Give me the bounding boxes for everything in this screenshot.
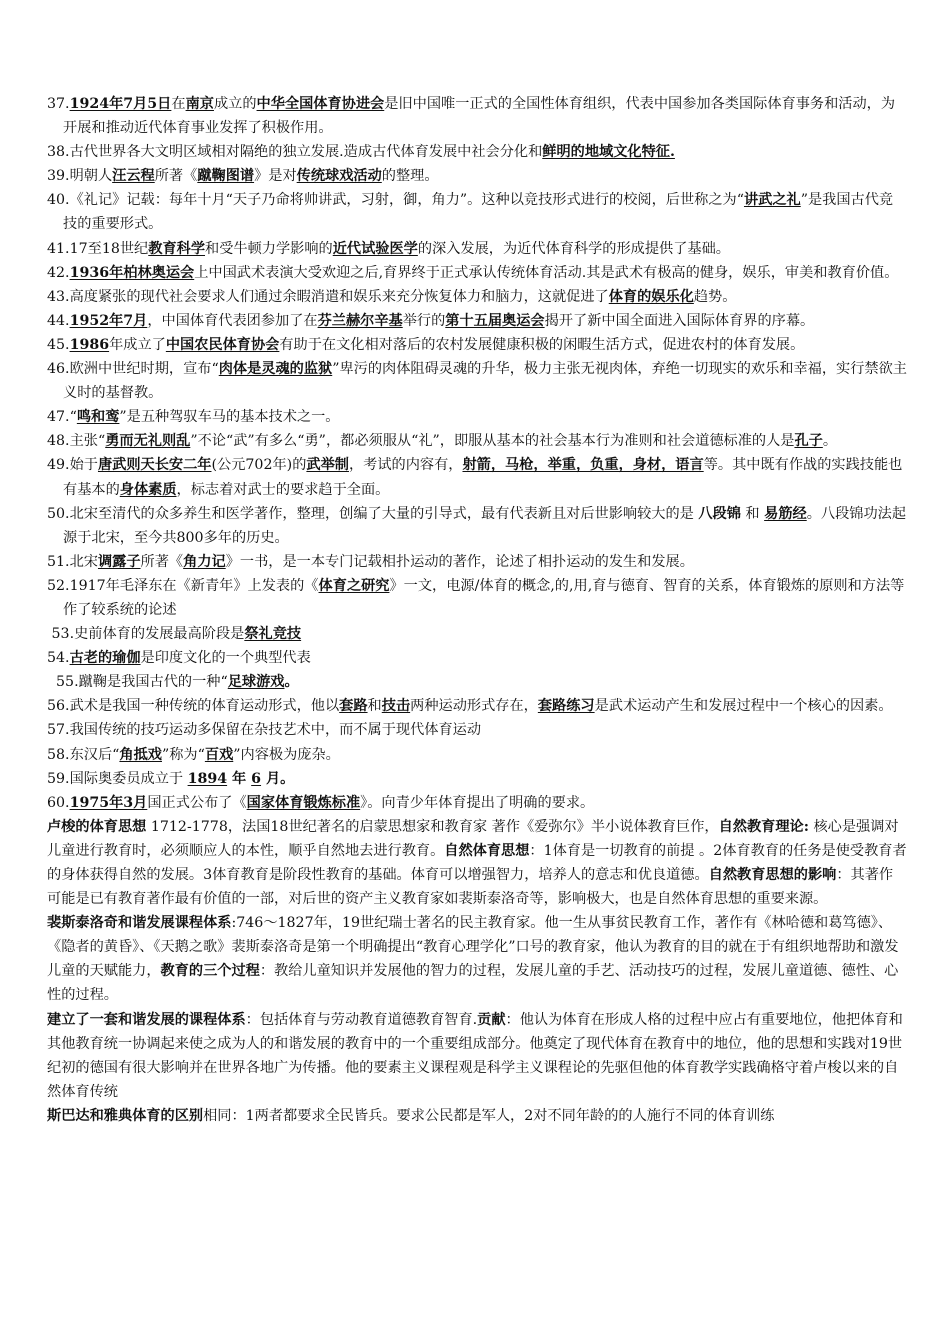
key-term: 古老的瑜伽 xyxy=(69,650,141,667)
essay-paragraph xyxy=(47,815,907,911)
text-run: 和 xyxy=(367,698,382,715)
list-item xyxy=(47,694,907,718)
bold-text: 建立了一套和谐发展的课程体系 xyxy=(47,1011,246,1028)
text-run: 的整理。 xyxy=(381,168,439,185)
key-term: 体育之研究 xyxy=(318,577,390,594)
text-run: ”卑污的肉体阻碍灵魂的升华，极力主张无视肉体，弃绝一切现实的欢乐和幸福，实行禁欲主义时的基督教。 xyxy=(63,361,907,402)
key-term: 武举制 xyxy=(306,457,349,474)
list-item xyxy=(47,140,907,164)
text-run: ，中国体育代表团参加了在 xyxy=(147,312,318,329)
list-item xyxy=(47,574,907,622)
text-run: 是武术运动产生和发展过程中一个核心的因素。 xyxy=(594,698,893,715)
item-number: 55. xyxy=(47,674,79,691)
essay-paragraph xyxy=(47,911,907,1007)
text-run: (公元702年)的 xyxy=(211,457,307,474)
text-run: 。 xyxy=(822,433,838,450)
key-term: 勇而无礼则乱 xyxy=(105,433,191,450)
text-run: 是旧中国唯一正式的全国性体育组织，代表中国参加各类国际体育事务和活动，为开展和推动近代体育事业发挥了积极作用。 xyxy=(63,96,896,137)
key-term: 鸣和鸾 xyxy=(76,409,120,426)
key-term: 1952年7月 xyxy=(69,312,148,329)
text-run: 《礼记》记载：每年十月“天子乃命将帅讲武，习射，御，角力”。这种以竞技形式进行的校阅，后世称之为“ xyxy=(69,192,744,209)
key-term: 蹴鞠图谱 xyxy=(197,168,255,185)
text-run: 1712-1778，法国18世纪著名的启蒙思想家和教育家 著作《爱弥尔》半小说体教育巨作， xyxy=(146,818,719,835)
key-term: 角抵戏 xyxy=(119,746,162,763)
text-run: 》一文，电源/体育的概念,的,用,育与德育、智育的关系，体育锻炼的原则和方法等作了较系统的论述 xyxy=(63,577,905,618)
text-run: 揭开了新中国全面进入国际体育界的序幕。 xyxy=(544,312,815,329)
bold-text: 年 xyxy=(227,770,252,787)
key-term: 套路练习 xyxy=(537,698,595,715)
text-run: 国际奥委员成立于 xyxy=(69,770,188,787)
list-item xyxy=(47,429,907,453)
item-number: 41. xyxy=(47,240,70,257)
bold-text: 自然体育思想 xyxy=(444,842,530,859)
key-term: 1936年柏林奥运会 xyxy=(69,264,195,281)
text-run: 明朝人 xyxy=(69,168,113,185)
text-run: 主张“ xyxy=(69,433,106,450)
item-number: 56. xyxy=(47,698,70,715)
bold-text: 卢梭的体育思想 xyxy=(47,818,147,835)
text-run: “ xyxy=(69,409,77,426)
key-term: 身体素质 xyxy=(119,481,177,498)
text-run: ”内容极为庞杂。 xyxy=(233,746,340,763)
list-item xyxy=(47,502,907,550)
essay-paragraph xyxy=(47,1104,907,1128)
item-number: 51. xyxy=(47,553,70,570)
text-run: 》是对 xyxy=(254,168,297,185)
item-number: 49. xyxy=(47,457,70,474)
list-item xyxy=(47,285,907,309)
text-run: 相同：1两者都要求全民皆兵。要求公民都是军人，2对不同年龄的的人施行不同的体育训练 xyxy=(203,1107,775,1124)
bold-text: 教育的三个过程 xyxy=(160,963,260,980)
item-number: 44. xyxy=(47,312,70,329)
list-item xyxy=(47,333,907,357)
item-number: 47. xyxy=(47,409,70,426)
essay-section xyxy=(47,815,907,1128)
text-run: 》一书，是一本专门记载相扑运动的著作，论述了相扑运动的发生和发展。 xyxy=(225,553,694,570)
key-term: 孔子 xyxy=(794,433,823,450)
key-term: 1894 xyxy=(187,770,228,787)
key-term: 调露子 xyxy=(97,553,141,570)
bold-text: 斯巴达和雅典体育的区别 xyxy=(47,1107,204,1124)
key-term: 6 xyxy=(251,770,262,787)
key-term: 鲜明的地域文化特征. xyxy=(542,144,675,161)
text-run: 古代世界各大文明区域相对隔绝的独立发展.造成古代体育发展中社会分化和 xyxy=(69,144,543,161)
text-run: 所著《 xyxy=(154,168,198,185)
key-term: 祭礼竞技 xyxy=(244,626,302,643)
key-term: 唐武则天长安二年 xyxy=(97,457,212,474)
text-run: 始于 xyxy=(69,457,98,474)
text-run: 蹴鞠是我国古代的一种“ xyxy=(78,674,228,691)
key-term: 第十五届奥运会 xyxy=(445,312,545,329)
key-term: 近代试验医学 xyxy=(332,240,418,257)
item-number: 46. xyxy=(47,361,70,378)
text-run: :746～1827年，19世纪瑞士著名的民主教育家。他一生从事贫民教育工作，著作有《林哈德和葛笃德》、《隐者的黄昏》、《天鹅之歌》裴斯泰洛奇是第一个明确提出“教育心理学化”口号的教育家，他认为教育的目的就在于有组织地帮助和激发儿童的天赋能力， xyxy=(47,915,899,980)
text-run: 在 xyxy=(171,96,186,112)
text-run: 年成立了 xyxy=(109,336,166,353)
text-run: 北宋至清代的众多养生和医学著作，整理，创编了大量的引导式，最有代表新且对后世影响较大的是 xyxy=(69,505,699,522)
bold-text: 月。 xyxy=(261,770,295,787)
text-run: 成立的 xyxy=(213,96,257,112)
key-term: 1986 xyxy=(69,336,110,353)
item-number: 43. xyxy=(47,288,70,305)
text-run: ”是我国古代竞技的重要形式。 xyxy=(63,192,894,233)
list-item xyxy=(47,646,907,670)
key-term: 中华全国体育协进会 xyxy=(256,96,385,112)
text-run: ：包括体育与劳动教育道德教育智育. xyxy=(245,1011,478,1028)
text-run: ：教给儿童知识并发展他的智力的过程，发展儿童的手艺、活动技巧的过程，发展儿童道德、德性、心性的过程。 xyxy=(47,963,899,1004)
text-run: 17至18世纪 xyxy=(69,240,149,257)
item-number: 37. xyxy=(47,96,70,112)
item-number: 48. xyxy=(47,433,70,450)
list-item xyxy=(47,767,907,791)
text-run: 等。其中既有作战的实践技能也有基本的 xyxy=(63,457,903,498)
bold-text: 八段锦 xyxy=(698,505,741,522)
key-term: 芬兰赫尔辛基 xyxy=(317,312,403,329)
text-run: 和 xyxy=(740,505,765,522)
item-number: 50. xyxy=(47,505,70,522)
text-run: 国正式公布了《 xyxy=(147,794,247,811)
essay-paragraph xyxy=(47,1008,907,1104)
text-run: ，标志着对武士的要求趋于全面。 xyxy=(176,481,390,498)
text-run: ”是五种驾驭车马的基本技术之一。 xyxy=(119,409,340,426)
key-term: 教育科学 xyxy=(148,240,206,257)
item-number: 42. xyxy=(47,264,70,281)
key-term: 体育的娱乐化 xyxy=(608,288,694,305)
list-item xyxy=(47,357,907,405)
text-run: ”称为“ xyxy=(161,746,205,763)
item-number: 52. xyxy=(47,577,70,594)
key-term: 1975年3月 xyxy=(69,794,148,811)
text-run: 核心是强调对儿童进行教育时，必须顺应人的本性，顺乎自然地去进行教育。 xyxy=(47,818,899,859)
text-run: 是印度文化的一个典型代表 xyxy=(140,650,311,667)
item-number: 60. xyxy=(47,794,70,811)
list-item xyxy=(47,718,907,742)
numbered-list xyxy=(47,92,907,815)
key-term: 南京 xyxy=(185,96,214,112)
list-item xyxy=(47,405,907,429)
text-run: 东汉后“ xyxy=(69,746,120,763)
list-item xyxy=(47,188,907,236)
text-run: 武术是我国一种传统的体育运动形式，他以 xyxy=(69,698,340,715)
text-run: 欧洲中世纪时期，宣布“ xyxy=(69,361,219,378)
text-run: ，考试的内容有， xyxy=(348,457,463,474)
text-run: ：他认为体育在形成人格的过程中应占有重要地位，他把体育和其他教育统一协调起来使之成为人的和谐发展的教育中的一个重要组成部分。他奠定了现代体育在教育中的地位，他的思想和实践对19世纪初的德国有很大影响并在世界各地广为传播。他的要素主义课程观是科学主义课程论的先驱但他的体育教学实践确格守着卢梭以来的自然体育传统 xyxy=(47,1011,903,1100)
key-term: 角力记 xyxy=(183,553,226,570)
item-number: 39. xyxy=(47,168,70,185)
item-number: 54. xyxy=(47,650,70,667)
item-number: 59. xyxy=(47,770,70,787)
bold-text: 贡献 xyxy=(477,1011,506,1028)
text-run: 》。向青少年体育提出了明确的要求。 xyxy=(360,794,595,811)
text-run: 趋势。 xyxy=(693,288,737,305)
text-run: 的深入发展，为近代体育科学的形成提供了基础。 xyxy=(417,240,730,257)
bold-text: 。 xyxy=(284,674,299,691)
key-term: 易筋经 xyxy=(764,505,807,522)
text-run: 1917年毛泽东在《新青年》上发表的《 xyxy=(69,577,319,594)
item-number: 57. xyxy=(47,722,70,739)
text-run: ：1体育是一切教育的前提 。2体育教育的任务是使受教育者的身体获得自然的发展。3体育教育是阶段性教育的基础。体育可以增强智力，培养人的意志和优良道德。 xyxy=(47,842,907,883)
list-item xyxy=(47,550,907,574)
text-run: 和受牛顿力学影响的 xyxy=(205,240,333,257)
list-item xyxy=(47,309,907,333)
list-item xyxy=(47,743,907,767)
list-item xyxy=(47,622,907,646)
key-term: 讲武之礼 xyxy=(743,192,801,209)
item-number: 38. xyxy=(47,144,70,161)
text-run: 北宋 xyxy=(69,553,98,570)
bold-text: 自然教育思想的影响 xyxy=(708,867,837,883)
key-term: 传统球戏活动 xyxy=(296,168,382,185)
text-run: ：其著作可能是已有教育著作最有价值的一部，对后世的资产主义教育家如裴斯泰洛奇等，影响极大，也是自然体育思想的重要来源。 xyxy=(47,867,894,908)
bold-text: 裴斯泰洛奇和谐发展课程体系 xyxy=(47,915,232,932)
text-run: 史前体育的发展最高阶段是 xyxy=(74,626,245,643)
key-term: 国家体育锻炼标准 xyxy=(246,794,361,811)
text-run: ”不论“武”有多么“勇”，都必须服从“礼”，即服从基本的社会基本行为准则和社会道德标准的人是 xyxy=(190,433,795,450)
document-page xyxy=(47,92,907,1128)
text-run: 有助于在文化相对落后的农村发展健康积极的闲暇生活方式，促进农村的体育发展。 xyxy=(279,336,805,353)
item-number: 45. xyxy=(47,336,70,353)
text-run: 举行的 xyxy=(402,312,446,329)
text-run: 高度紧张的现代社会要求人们通过余暇消遣和娱乐来充分恢复体力和脑力，这就促进了 xyxy=(69,288,609,305)
item-number: 58. xyxy=(47,746,70,763)
key-term: 射箭，马枪，举重，负重，身材，语言 xyxy=(462,457,704,474)
text-run: 两种运动形式存在， xyxy=(410,698,538,715)
text-run: 我国传统的技巧运动多保留在杂技艺术中，而不属于现代体育运动 xyxy=(69,722,482,739)
list-item xyxy=(47,261,907,285)
item-number: 53. xyxy=(47,626,75,643)
text-run: 所著《 xyxy=(140,553,184,570)
list-item xyxy=(47,453,907,501)
key-term: 套路 xyxy=(339,698,368,715)
key-term: 中国农民体育协会 xyxy=(165,336,280,353)
key-term: 汪云程 xyxy=(112,168,155,185)
key-term: 1924年7月5日 xyxy=(69,96,172,112)
list-item xyxy=(47,670,907,694)
key-term: 足球游戏 xyxy=(227,674,285,691)
key-term: 技击 xyxy=(381,698,411,715)
bold-text: 自然教育理论: xyxy=(718,818,809,835)
list-item xyxy=(47,92,907,140)
list-item xyxy=(47,237,907,261)
key-term: 肉体是灵魂的监狱 xyxy=(218,361,333,378)
list-item xyxy=(47,791,907,815)
key-term: 百戏 xyxy=(204,746,234,763)
list-item xyxy=(47,164,907,188)
text-run: 上中国武术表演大受欢迎之后,育界终于正式承认传统体育活动.其是武术有极高的健身，娱乐，审美和教育价值。 xyxy=(194,264,899,281)
text-run: 。八段锦功法起源于北宋，至今共800多年的历史。 xyxy=(63,505,907,546)
item-number: 40. xyxy=(47,192,70,209)
